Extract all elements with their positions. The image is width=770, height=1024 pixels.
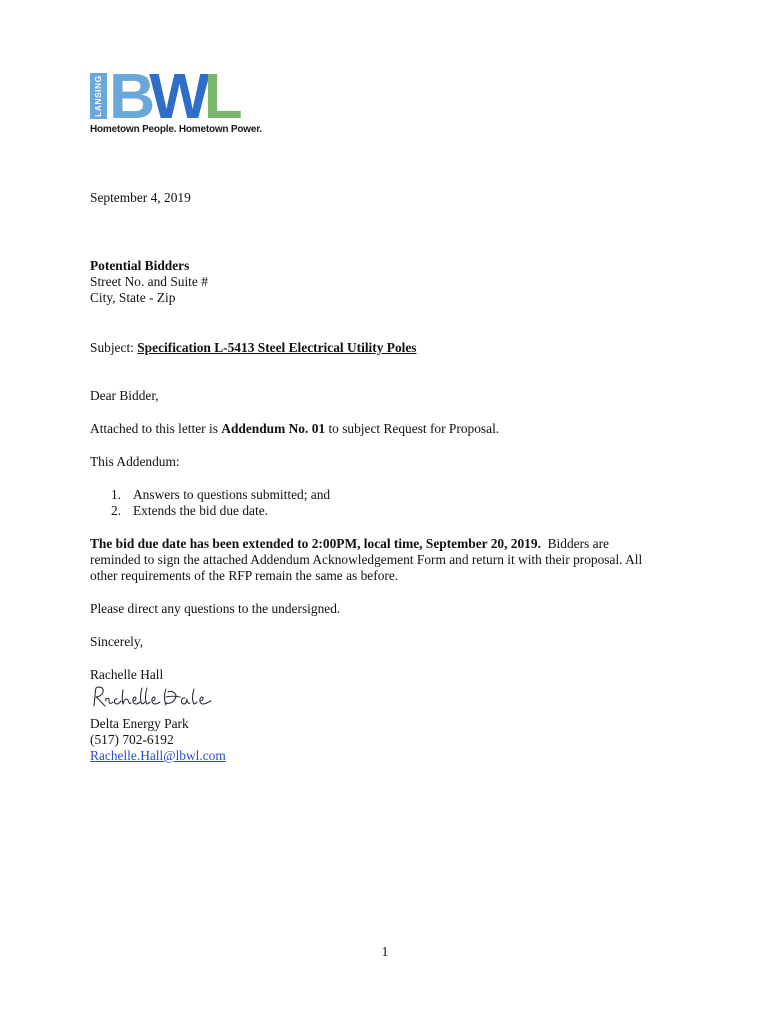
due-date-reminder-start: Bidders are: [540, 536, 609, 551]
list-item: [111, 487, 330, 503]
list-item: [111, 503, 268, 519]
signer-phone: (517) 702-6192: [90, 732, 174, 747]
subject-line: [90, 340, 417, 356]
subject-text: Specification L-5413 Steel Electrical Utility Poles: [137, 340, 417, 355]
paragraph-due-date-line3: other requirements of the RFP remain the same as before.: [90, 568, 399, 583]
logo-lansing-band: [90, 73, 107, 119]
paragraph-due-date-line1: [90, 536, 609, 552]
addendum-number: Addendum No. 01: [221, 421, 326, 436]
recipient-name: Potential Bidders: [90, 258, 190, 273]
logo-lansing-text: LANSING: [93, 75, 103, 117]
bwl-logo: [88, 60, 263, 140]
logo-tagline: Hometown People. Hometown Power.: [90, 124, 262, 135]
logo-letter-l: L: [203, 60, 237, 132]
signer-location: Delta Energy Park: [90, 716, 189, 731]
salutation: Dear Bidder,: [90, 388, 159, 403]
handwritten-signature: [90, 684, 215, 710]
list-item-number: 2.: [111, 503, 122, 518]
list-item-number: 1.: [111, 487, 122, 502]
signer-email-link[interactable]: Rachelle.Hall@lbwl.com: [90, 748, 226, 763]
paragraph-addendum-intro: This Addendum:: [90, 454, 180, 469]
paragraph-attached-lead: Attached to this letter is: [90, 421, 222, 436]
logo-letter-b: B: [109, 60, 150, 132]
paragraph-due-date-line2: reminded to sign the attached Addendum Acknowledgement Form and return it with their proposal. All: [90, 552, 643, 567]
paragraph-attached: [90, 421, 499, 437]
signer-name: Rachelle Hall: [90, 667, 164, 682]
logo-letter-w: W: [149, 60, 204, 132]
paragraph-attached-tail: to subject Request for Proposal.: [325, 421, 500, 436]
letter-date: September 4, 2019: [90, 190, 191, 205]
recipient-street: Street No. and Suite #: [90, 274, 208, 289]
due-date-statement: The bid due date has been extended to 2:00PM, local time, September 20, 2019.: [90, 536, 541, 551]
subject-label: Subject:: [90, 340, 138, 355]
closing: Sincerely,: [90, 634, 144, 649]
paragraph-questions: Please direct any questions to the undersigned.: [90, 601, 341, 616]
page-number: 1: [381, 944, 389, 959]
recipient-city: City, State - Zip: [90, 290, 176, 305]
list-item-text: Extends the bid due date.: [133, 503, 268, 518]
list-item-text: Answers to questions submitted; and: [133, 487, 331, 502]
